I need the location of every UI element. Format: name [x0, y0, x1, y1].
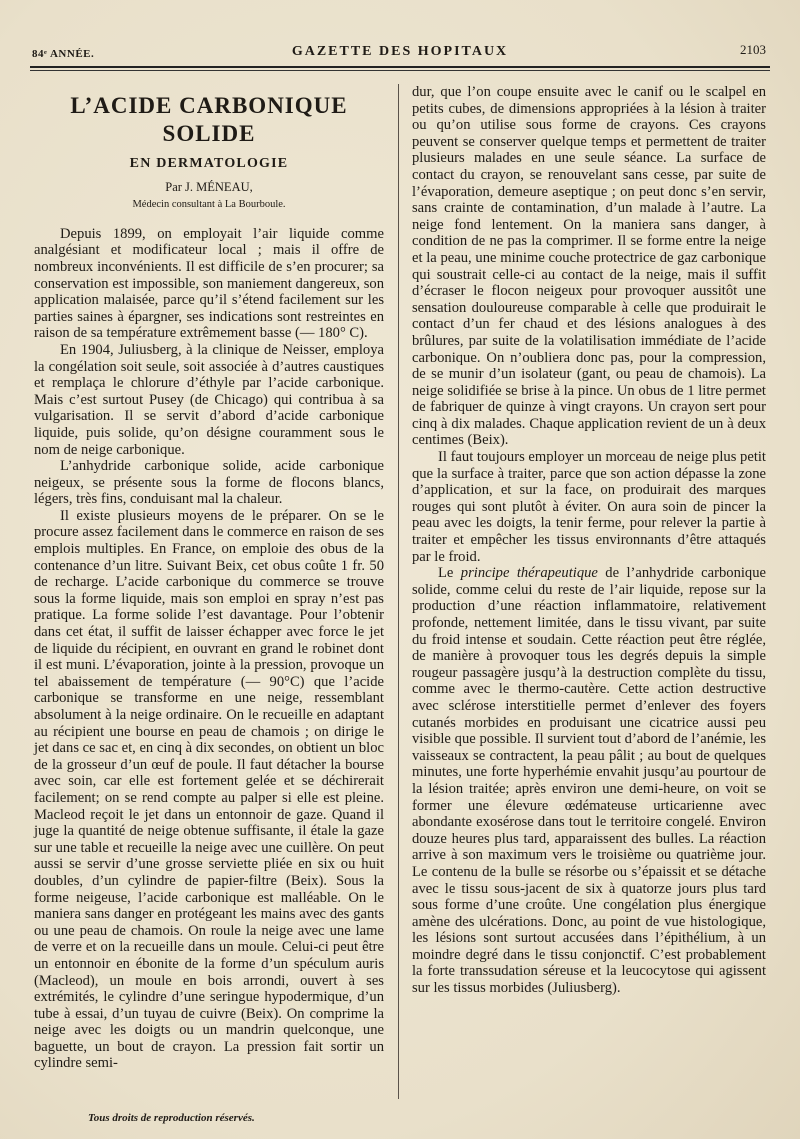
article-title: L’ACIDE CARBONIQUE SOLIDE — [70, 93, 348, 146]
header-rule-thin — [30, 70, 770, 71]
header-rule-thick — [30, 66, 770, 68]
paragraph: Il existe plusieurs moyens de le préparer. On se le procure assez facilement dans le commerce en raison de ses emplois multiples. En France, on emploie des obus de la contenance d’un litre. Suivant Beix, cet obus coûte 1 fr. 50 de recharge. L’acide carbonique du commerce se trouve sous la forme liquide, mais son emploi en spray n’est pas pratique. La forme solide l’est davantage. Pour l’obtenir dans cet état, il suffit de laisser échapper avec force le jet de liquide du récipient, en ouvrant en grand le robinet dont il est muni. L’évaporation, jointe à la pression, provoque un tel abaissement de température (— 90°C) que l’acide carbonique se transforme en une neige, ressemblant absolument à la neige ordinaire. On le recueille en adaptant au récipient une bourse en peau de chamois ; on dirige le jet dans ce sac et, en cinq à dix secondes, on obtient un bloc de la grosseur d’un œuf de poule. Il faut détacher la bourse avec soin, car elle est fortement gelée et se déchirerait facilement; on se rend compte au palper si elle est pleine. Macleod reçoit le jet dans un entonnoir de gaze. Quand il juge la quantité de neige obtenue suffisante, il étale la gaze sur une table et recueille la neige avec une cuillère. On peut aussi se servir d’une grosse serviette pliée en six ou huit doubles, d’un cylindre de papier-filtre (Beix). Sous la forme neigeuse, l’acide carbonique est malléable. On le maniera sans danger en protégeant les mains avec des gants ou une peau de chamois. On roule la neige avec une lame de verre et on la recueille dans un moule. Celui-ci peut être un entonnoir en ébonite de la forme d’un spéculum auris (Macleod), un moule en bois arrondi, ouvert à ses extrémités, le cylindre d’une seringue hypodermique, d’un tube à essai, d’un tuyau de cuivre (Beix). On comprime la neige avec les doigts ou un mandrin quelconque, une baguette, un bout de crayon. La pression fait sortir un cylindre semi- — [34, 507, 384, 1072]
column-divider — [398, 84, 399, 1099]
article-author: Par J. MÉNEAU, — [165, 179, 253, 194]
volume-year: 84ᵉ ANNÉE. — [32, 48, 95, 60]
paragraph: dur, que l’on coupe ensuite avec le canif ou le scalpel en petits cubes, de dimensions appropriées à la lésion à traiter ou qu’on utilise sous forme de crayons. Ces crayons peuvent se conserver quelque temps et permettent de traiter plusieurs malades en une seule séance. La surface de contact du crayon, se renouvelant sans cesse, par suite de l’évaporation, demeure aseptique ; on peut donc s’en servir, sans crainte de contamination, d’un malade à l’autre. La neige fond lentement. On la maniera sans danger, à condition de ne pas la comprimer. Il se forme entre la neige et la peau, une minime couche protectrice de gaz carbonique qui soustrait celle-ci au contact de la neige, mais il suffit d’écraser le flocon neigeux pour provoquer aussitôt une sensation douloureuse comparable à celle que produirait le contact d’un fer chaud et des lésions analogues à des brûlures, par suite de la volatilisation immédiate de l’acide carbonique. On n’oubliera donc pas, pour la compression, de se munir d’un isolateur (gant, ou peau de chamois). La neige solidifiée se brise à la pince. Un obus de 1 litre permet de fabriquer de quinze à vingt crayons. Un crayon sert pour cinq à dix malades. Chaque application revient de un à deux centimes (Beix). — [412, 84, 766, 449]
article-subtitle: EN DERMATOLOGIE — [129, 156, 289, 171]
author-affiliation: Médecin consultant à La Bourboule. — [132, 199, 286, 211]
paragraph — [412, 565, 766, 996]
newspaper-title: GAZETTE DES HOPITAUX — [291, 44, 509, 59]
paragraph: Depuis 1899, on employait l’air liquide comme analgésiant et modificateur local ; mais il offre de nombreux inconvénients. Il est difficile de s’en procurer; sa conservation est impossible, son maniement dangereux, son application malaisée, parce qu’il s’étend facilement sur les parties saines à épargner, ses indications sont restreintes en raison de sa température extrêmement basse (— 180° C). — [34, 225, 384, 342]
copyright-footer: Tous droits de reproduction réservés. — [88, 1112, 255, 1124]
page-header — [30, 40, 770, 66]
page-number: 2103 — [740, 42, 766, 57]
article-heading — [34, 92, 384, 214]
paragraph: L’anhydride carbonique solide, acide carbonique neigeux, se présente sous la forme de flocons blancs, légers, très fins, conduisant mal la chaleur. — [34, 458, 384, 508]
paragraph: En 1904, Juliusberg, à la clinique de Neisser, employa la congélation soit seule, soit associée à d’autres caustiques et remplaça le chlorure d’éthyle par l’acide carbonique. Mais c’est surtout Pusey (de Chicago) qui contribua à sa vulgarisation. Il se servit d’abord d’acide carbonique liquide, puis solide, qu’on désigne couramment sous le nom de neige carbonique. — [34, 341, 384, 458]
text-run: de l’anhydride carbonique solide, comme celui du reste de l’air liquide, repose sur la production d’une réaction inflammatoire, relativement profonde, nettement limitée, dans le tissu vivant, par suite du froid intense et soudain. Cette réaction peut être réglée, de manière à provoquer tous les degrés depuis la simple rougeur passagère jusqu’à la destruction complète du tissu, comme avec le thermo-cautère. Cette action destructive avec sclérose interstitielle permet d’enlever des foyers cutanés morbides en produisant une cicatrice aussi peu visible que possible. Il survient tout d’abord de l’anémie, les vaisseaux se contractent, la peau pâlit ; au bout de quelques minutes, une forte hyperhémie envahit jusqu’au pourtour de la lésion traitée; après environ une demi-heure, on voit se former une élevure œdémateuse urticarienne avec abondante exosérose dans tout le territoire congelé. Environ douze heures plus tard, apparaissent des bulles. La réaction arrive à son maximum vers le troisième ou quatrième jour. Le contenu de la bulle se résorbe ou s’épaissit et se détache avec le tissu sous-jacent de six à quatorze jours plus tard sous forme d’une croûte. Une congélation plus énergique amène des ulcérations. Donc, au point de vue histologique, les lésions sont surtout accusées dans l’épithélium, à un moindre degré dans le tissu conjonctif. C’est probablement la forte transsudation séreuse et la leucocytose qui agissent sur les tissus morbides (Juliusberg). — [412, 565, 766, 997]
right-column — [412, 84, 766, 997]
left-column — [34, 84, 384, 1072]
text-run: Le — [438, 565, 461, 582]
emphasized-term: principe thérapeutique — [460, 565, 598, 582]
paragraph: Il faut toujours employer un morceau de neige plus petit que la surface à traiter, parce que son action dépasse la zone d’application, et sur la face, on produirait des marques rouges qui sont plutôt à éviter. On aura soin de pincer la peau avec les doigts, la tenir ferme, pour relever la partie à traiter et empêcher les tissus environnants d’être attaqués par le froid. — [412, 449, 766, 565]
